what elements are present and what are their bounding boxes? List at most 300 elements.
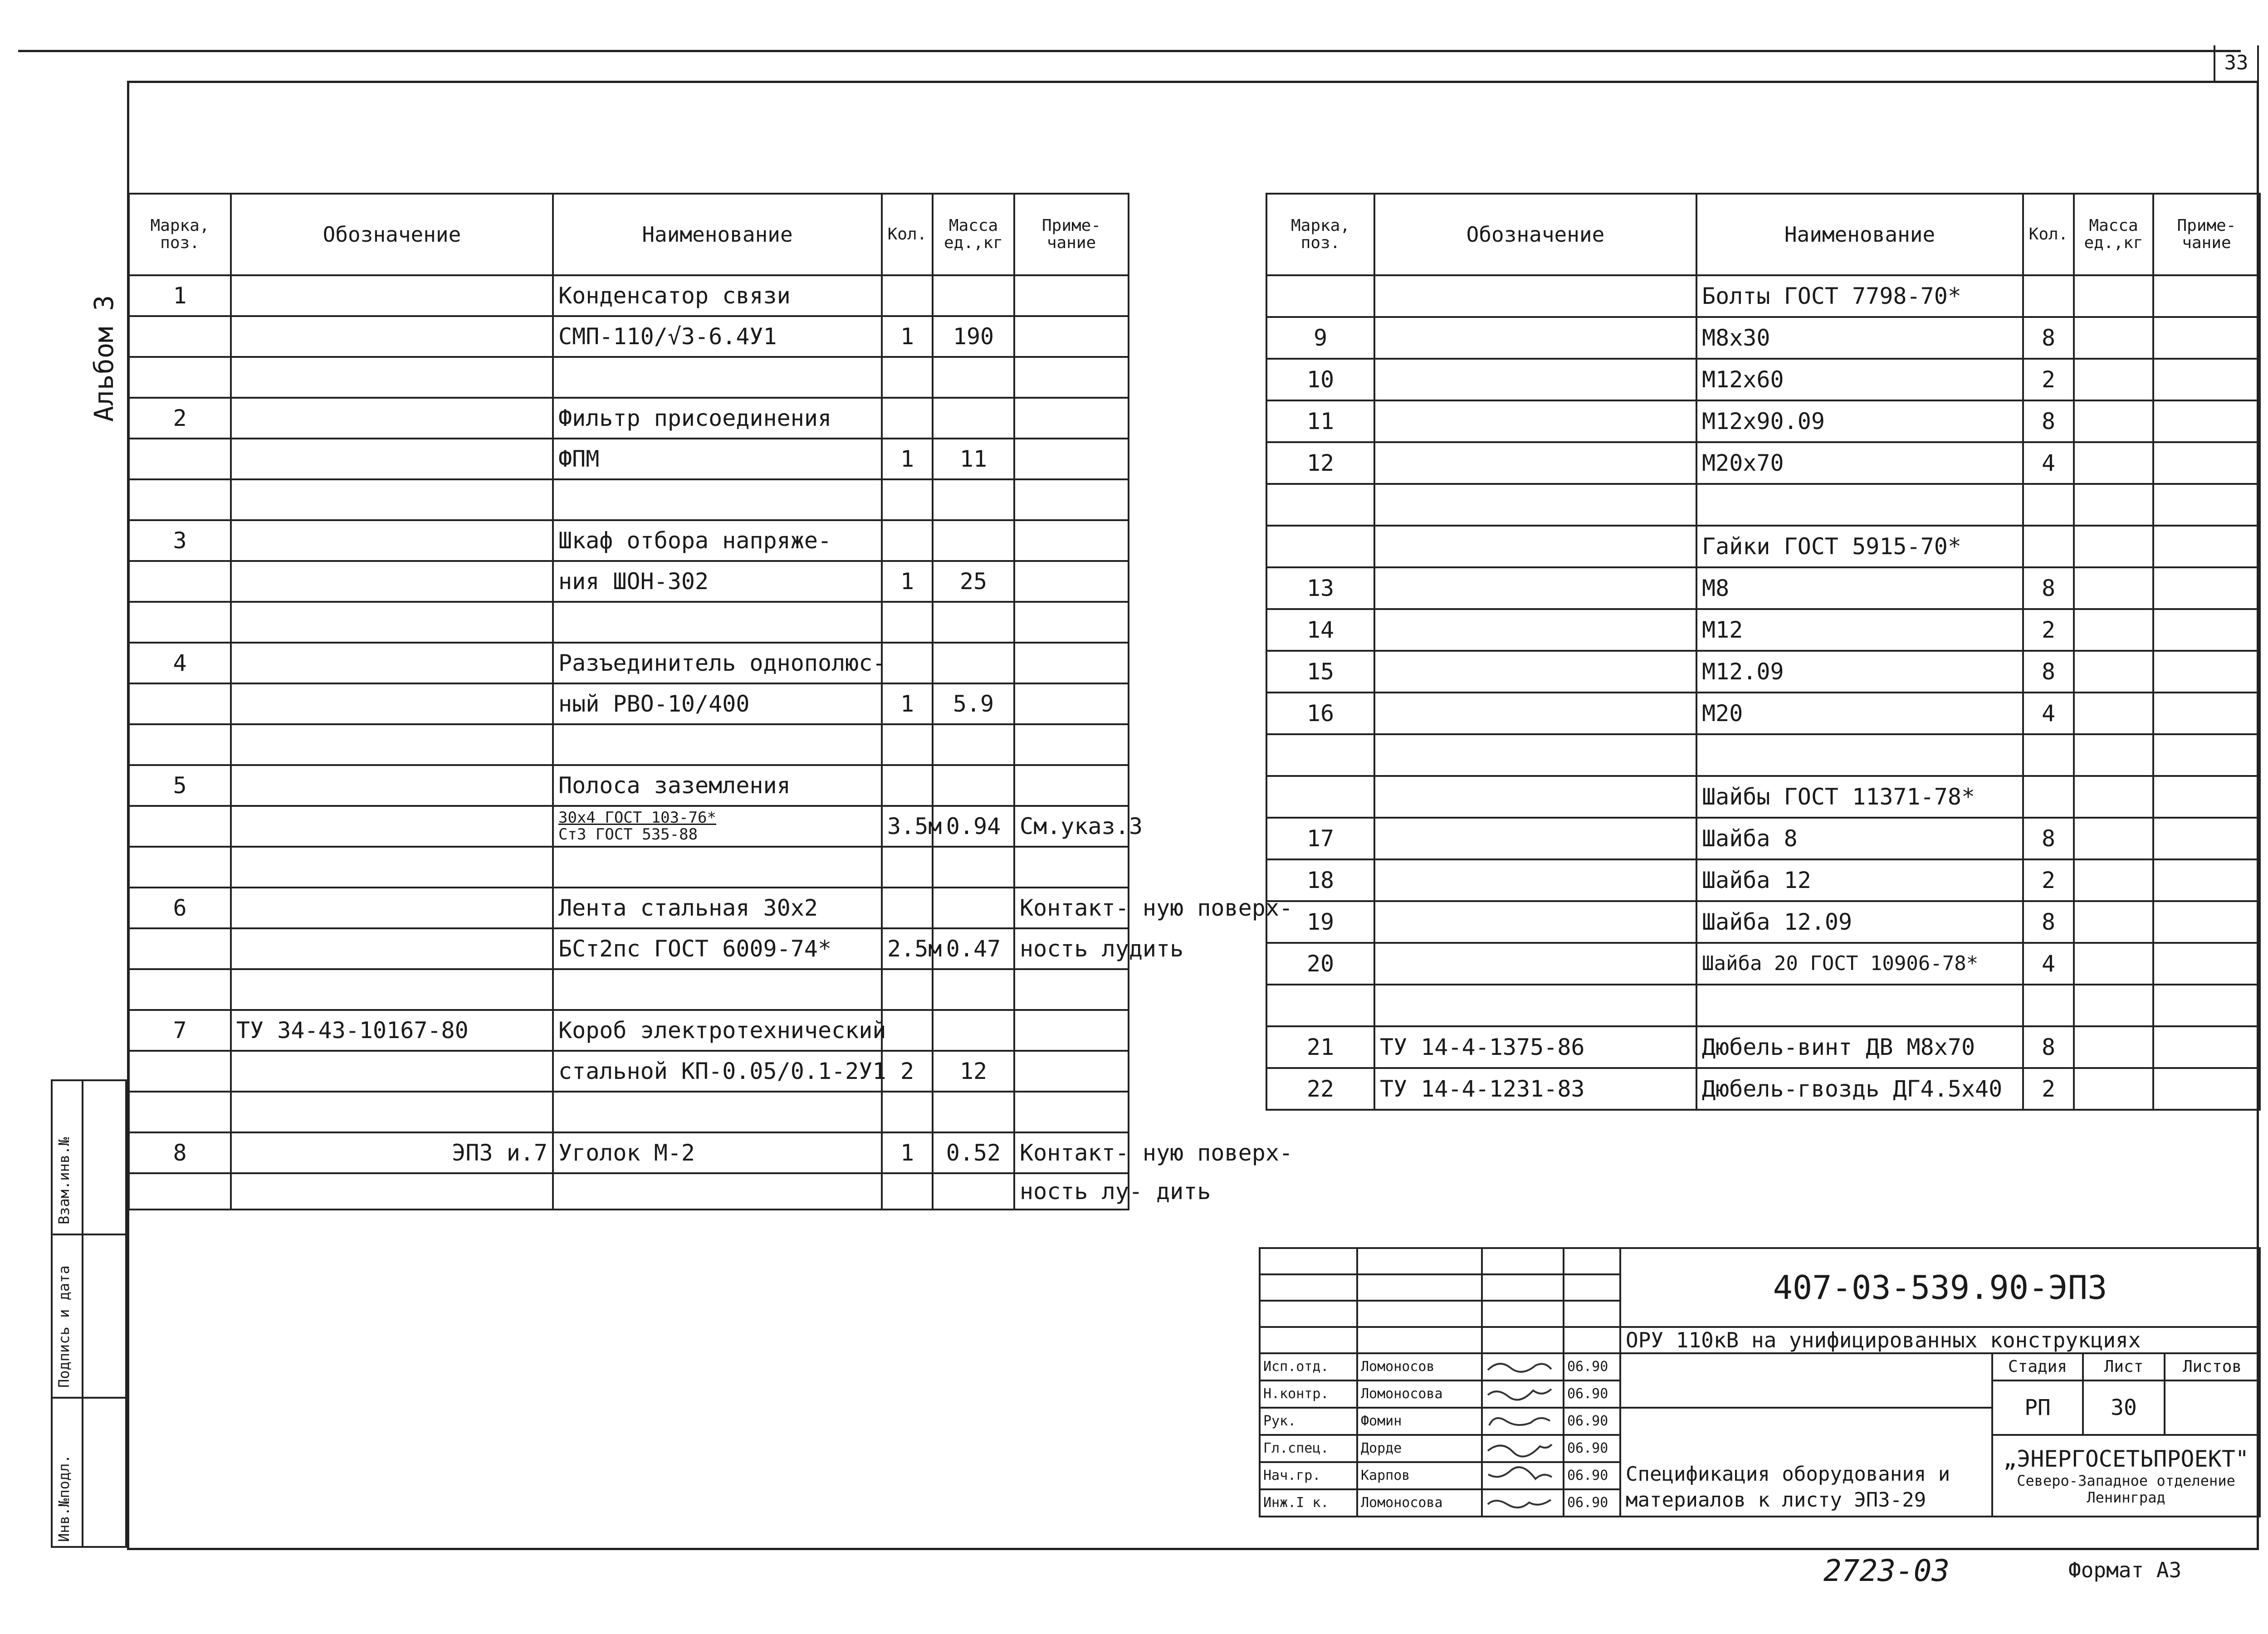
frame-top-line [18, 50, 2241, 52]
signer-name: Ломоносов [1357, 1353, 1482, 1380]
cell-pos [129, 479, 231, 520]
cell-name: М20х70 [1696, 442, 2023, 484]
cell-name: Уголок М-2 [553, 1132, 882, 1173]
signer-signature [1482, 1462, 1564, 1489]
cell-mass [933, 479, 1014, 520]
cell-qty [882, 1092, 933, 1132]
left-table-header-row [129, 194, 1129, 275]
cell-pos [129, 928, 231, 969]
stage-header: Стадия [1992, 1353, 2083, 1380]
cell-designation [231, 1051, 553, 1092]
cell-qty [882, 275, 933, 316]
cell-qty: 8 [2023, 1026, 2074, 1068]
col-header-mass: Масса ед.,кг [2074, 194, 2153, 275]
tb-blank-cell [1564, 1274, 1620, 1301]
cell-designation [1374, 442, 1696, 484]
signer-signature [1482, 1489, 1564, 1517]
table-row [129, 765, 1129, 806]
table-row [129, 1010, 1129, 1051]
cell-qty [2023, 526, 2074, 567]
table-row [129, 1173, 1129, 1210]
signature-mark [1486, 1465, 1554, 1483]
cell-qty [2023, 734, 2074, 776]
cell-qty [2023, 275, 2074, 317]
signer-role: Н.контр. [1260, 1380, 1357, 1408]
cell-qty [882, 520, 933, 561]
cell-name [553, 602, 882, 643]
table-row [1266, 734, 2260, 776]
cell-designation [231, 1173, 553, 1210]
tb-row [1260, 1248, 2260, 1274]
cell-note [2153, 776, 2260, 818]
binding-label-inv-podl: Инв.№подл. [55, 1454, 73, 1542]
table-row [1266, 818, 2260, 859]
cell-name: Фильтр присоединения [553, 398, 882, 439]
signer-row [1260, 1353, 2260, 1380]
stage-value: РП [1992, 1380, 2083, 1435]
table-row [129, 1051, 1129, 1092]
signature-mark [1486, 1438, 1554, 1456]
sheet-header: Лист [2083, 1353, 2165, 1380]
tb-blank-cell [1260, 1248, 1357, 1274]
title-block [1259, 1247, 2261, 1517]
organization [1992, 1435, 2260, 1517]
cell-name [553, 847, 882, 888]
cell-pos [129, 724, 231, 765]
cell-name: М12 [1696, 609, 2023, 651]
cell-qty: 4 [2023, 442, 2074, 484]
table-row [129, 602, 1129, 643]
cell-designation [231, 357, 553, 398]
cell-pos [1266, 275, 1374, 317]
org-branch: Северо-Западное отделение Ленинград [2017, 1472, 2235, 1506]
cell-mass [933, 1010, 1014, 1051]
cell-name [553, 724, 882, 765]
cell-pos: 16 [1266, 693, 1374, 734]
tb-blank-cell [1260, 1274, 1357, 1301]
cell-mass: 5.9 [933, 683, 1014, 724]
cell-name: Дюбель-винт ДВ М8х70 [1696, 1026, 2023, 1068]
page-number-box [2214, 45, 2259, 83]
table-row [1266, 776, 2260, 818]
cell-qty [2023, 484, 2074, 526]
table-row [129, 888, 1129, 928]
cell-qty [882, 847, 933, 888]
tb-blank-cell [1564, 1327, 1620, 1353]
cell-note [2153, 359, 2260, 400]
cell-name: Шайба 20 ГОСТ 10906-78* [1696, 943, 2023, 985]
tb-blank-cell [1564, 1248, 1620, 1274]
cell-note [2153, 442, 2260, 484]
cell-designation [231, 888, 553, 928]
signer-name: Дорде [1357, 1435, 1482, 1462]
cell-pos [129, 969, 231, 1010]
cell-qty: 8 [2023, 651, 2074, 693]
cell-designation [231, 439, 553, 479]
cell-name: Полоса заземления [553, 765, 882, 806]
cell-note [1014, 847, 1129, 888]
cell-designation [1374, 693, 1696, 734]
sheet-title-text: Спецификация оборудования и материалов к листу ЭП3-29 [1626, 1462, 1950, 1512]
table-row [129, 398, 1129, 439]
cell-name: ный РВО-10/400 [553, 683, 882, 724]
cell-name: СМП-110/√3-6.4У1 [553, 316, 882, 357]
col-header-name: Наименование [1696, 194, 2023, 275]
cell-note [2153, 609, 2260, 651]
tb-row [1260, 1327, 2260, 1353]
cell-designation [231, 847, 553, 888]
cell-pos: 20 [1266, 943, 1374, 985]
signer-date: 06.90 [1564, 1380, 1620, 1408]
cell-mass [2074, 985, 2153, 1026]
table-row [129, 847, 1129, 888]
cell-note [1014, 724, 1129, 765]
cell-designation [231, 765, 553, 806]
table-row [129, 316, 1129, 357]
cell-mass [2074, 1026, 2153, 1068]
cell-designation [1374, 776, 1696, 818]
cell-mass [933, 969, 1014, 1010]
cell-qty: 8 [2023, 818, 2074, 859]
cell-designation [1374, 359, 1696, 400]
cell-designation [231, 928, 553, 969]
cell-mass [933, 724, 1014, 765]
cell-mass [933, 888, 1014, 928]
cell-name: М8х30 [1696, 317, 2023, 359]
object-name: ОРУ 110кВ на унифицированных конструкциях [1620, 1327, 2260, 1353]
cell-name: Лента стальная 30х2 [553, 888, 882, 928]
cell-qty: 2 [882, 1051, 933, 1092]
cell-name: Конденсатор связи [553, 275, 882, 316]
cell-designation [1374, 943, 1696, 985]
cell-note: См.указ.3 [1014, 806, 1129, 847]
col-header-pos: Марка, поз. [1266, 194, 1374, 275]
cell-note [2153, 859, 2260, 901]
cell-pos: 21 [1266, 1026, 1374, 1068]
cell-name [553, 1173, 882, 1210]
cell-name: стальной КП-0.05/0.1-2У1 [553, 1051, 882, 1092]
cell-name: М12.09 [1696, 651, 2023, 693]
cell-name-two-line [553, 806, 882, 847]
cell-pos [129, 806, 231, 847]
cell-designation [231, 683, 553, 724]
cell-qty [2023, 985, 2074, 1026]
signer-name: Фомин [1357, 1408, 1482, 1435]
cell-note: ность лу- дить [1014, 1173, 1129, 1210]
signer-name: Карпов [1357, 1462, 1482, 1489]
tb-blank-cell [1260, 1327, 1357, 1353]
cell-designation: ТУ 34-43-10167-80 [231, 1010, 553, 1051]
cell-pos: 1 [129, 275, 231, 316]
cell-note [1014, 357, 1129, 398]
table-row [129, 520, 1129, 561]
binding-label-signature-date: Подпись и дата [55, 1265, 73, 1388]
tb-blank-cell [1260, 1301, 1357, 1327]
cell-name-line-1: 30х4 ГОСТ 103-76* [558, 808, 716, 827]
cell-name: Короб электротехнический [553, 1010, 882, 1051]
cell-note [2153, 317, 2260, 359]
sheet-title [1620, 1408, 1992, 1517]
cell-name: Дюбель-гвоздь ДГ4.5х40 [1696, 1068, 2023, 1110]
cell-note [1014, 683, 1129, 724]
left-spec-table [128, 193, 1293, 1210]
cell-designation [231, 1092, 553, 1132]
cell-name: Гайки ГОСТ 5915-70* [1696, 526, 2023, 567]
cell-pos: 19 [1266, 901, 1374, 943]
cell-pos [129, 357, 231, 398]
table-row [129, 357, 1129, 398]
cell-pos: 4 [129, 643, 231, 683]
cell-qty [882, 724, 933, 765]
table-row [129, 1092, 1129, 1132]
cell-qty: 4 [2023, 693, 2074, 734]
col-header-note: Приме- чание [2153, 194, 2260, 275]
cell-pos [1266, 985, 1374, 1026]
cell-name [1696, 734, 2023, 776]
cell-qty [882, 479, 933, 520]
binding-strip-row-line-2 [51, 1397, 127, 1399]
cell-qty: 2.5м [882, 928, 933, 969]
cell-qty [2023, 776, 2074, 818]
format-label: Формат А3 [2068, 1558, 2182, 1582]
cell-pos: 2 [129, 398, 231, 439]
cell-note [2153, 526, 2260, 567]
table-row [1266, 526, 2260, 567]
cell-name [553, 969, 882, 1010]
cell-designation [1374, 567, 1696, 609]
table-row [1266, 442, 2260, 484]
cell-note [1014, 602, 1129, 643]
cell-name: Шайба 8 [1696, 818, 2023, 859]
cell-pos [1266, 484, 1374, 526]
cell-qty: 2 [2023, 359, 2074, 400]
cell-mass [2074, 1068, 2153, 1110]
cell-mass [2074, 859, 2153, 901]
page-number: 33 [2224, 51, 2248, 74]
cell-name [553, 479, 882, 520]
cell-qty: 1 [882, 561, 933, 602]
cell-designation [1374, 985, 1696, 1026]
cell-note [1014, 969, 1129, 1010]
cell-note [2153, 901, 2260, 943]
signer-date: 06.90 [1564, 1435, 1620, 1462]
sheet-value: 30 [2083, 1380, 2165, 1435]
cell-note [1014, 765, 1129, 806]
cell-designation [1374, 734, 1696, 776]
cell-mass [933, 275, 1014, 316]
cell-mass: 190 [933, 316, 1014, 357]
tb-blank-cell [1620, 1353, 1992, 1408]
table-row [129, 561, 1129, 602]
table-row [129, 928, 1129, 969]
table-row [1266, 901, 2260, 943]
cell-note [2153, 943, 2260, 985]
binding-strip-divider [82, 1079, 83, 1548]
cell-mass: 0.94 [933, 806, 1014, 847]
table-row [1266, 943, 2260, 985]
cell-qty [882, 1010, 933, 1051]
cell-pos: 3 [129, 520, 231, 561]
cell-mass: 12 [933, 1051, 1014, 1092]
col-header-qty: Кол. [2023, 194, 2074, 275]
cell-pos: 11 [1266, 400, 1374, 442]
cell-pos [129, 1092, 231, 1132]
cell-pos: 6 [129, 888, 231, 928]
cell-qty [882, 888, 933, 928]
doc-code: 407-03-539.90-ЭП3 [1620, 1248, 2260, 1327]
binding-label-replace-inv: Взам.инв.№ [55, 1137, 73, 1224]
signer-role: Нач.гр. [1260, 1462, 1357, 1489]
signer-role: Исп.отд. [1260, 1353, 1357, 1380]
cell-qty [882, 602, 933, 643]
table-row [129, 643, 1129, 683]
cell-mass [2074, 317, 2153, 359]
cell-mass [933, 357, 1014, 398]
table-row [129, 969, 1129, 1010]
signer-name: Ломоносова [1357, 1380, 1482, 1408]
cell-name: М12х60 [1696, 359, 2023, 400]
sheets-value [2165, 1380, 2260, 1435]
signer-role: Гл.спец. [1260, 1435, 1357, 1462]
cell-pos: 12 [1266, 442, 1374, 484]
cell-qty: 1 [882, 439, 933, 479]
tb-blank-cell [1482, 1301, 1564, 1327]
cell-designation [1374, 317, 1696, 359]
cell-mass [933, 602, 1014, 643]
signature-mark [1486, 1356, 1554, 1375]
cell-note [1014, 1010, 1129, 1051]
cell-note [2153, 567, 2260, 609]
table-row [1266, 567, 2260, 609]
cell-mass [2074, 943, 2153, 985]
signature-mark [1486, 1384, 1554, 1402]
frame-inner-top-line [127, 81, 2259, 83]
cell-pos [129, 847, 231, 888]
signer-date: 06.90 [1564, 1489, 1620, 1517]
col-header-name: Наименование [553, 194, 882, 275]
cell-designation: ТУ 14-4-1375-86 [1374, 1026, 1696, 1068]
cell-pos [129, 439, 231, 479]
cell-designation [231, 643, 553, 683]
signer-date: 06.90 [1564, 1408, 1620, 1435]
cell-note [1014, 316, 1129, 357]
cell-note [1014, 520, 1129, 561]
cell-name: М8 [1696, 567, 2023, 609]
cell-name: Шайба 12 [1696, 859, 2023, 901]
cell-pos: 5 [129, 765, 231, 806]
binding-strip-row-line-1 [51, 1234, 127, 1235]
signer-role: Инж.I к. [1260, 1489, 1357, 1517]
cell-designation [231, 316, 553, 357]
signature-mark [1486, 1411, 1554, 1429]
table-row [1266, 275, 2260, 317]
col-header-designation: Обозначение [1374, 194, 1696, 275]
cell-note [1014, 561, 1129, 602]
album-label: Альбом 3 [88, 295, 119, 422]
signer-role: Рук. [1260, 1408, 1357, 1435]
table-row [1266, 484, 2260, 526]
tb-blank-cell [1357, 1301, 1482, 1327]
cell-name: М12х90.09 [1696, 400, 2023, 442]
cell-qty: 1 [882, 1132, 933, 1173]
cell-note [2153, 400, 2260, 442]
tb-blank-cell [1357, 1327, 1482, 1353]
cell-mass [933, 1173, 1014, 1210]
cell-qty [882, 765, 933, 806]
cell-qty [882, 643, 933, 683]
col-header-qty: Кол. [882, 194, 933, 275]
cell-qty: 1 [882, 316, 933, 357]
col-header-mass: Масса ед.,кг [933, 194, 1014, 275]
cell-mass [2074, 400, 2153, 442]
cell-designation [231, 969, 553, 1010]
cell-name [553, 357, 882, 398]
cell-name: БСт2пс ГОСТ 6009-74* [553, 928, 882, 969]
table-row [129, 1132, 1129, 1173]
cell-mass [2074, 693, 2153, 734]
cell-designation [231, 724, 553, 765]
cell-pos [129, 316, 231, 357]
cell-note: Контакт- ную поверх- [1014, 1132, 1129, 1173]
signer-date: 06.90 [1564, 1462, 1620, 1489]
cell-note: Контакт- ную поверх- [1014, 888, 1129, 928]
signature-mark [1486, 1493, 1554, 1511]
tb-blank-cell [1482, 1274, 1564, 1301]
cell-mass [2074, 609, 2153, 651]
cell-pos: 13 [1266, 567, 1374, 609]
cell-designation [231, 398, 553, 439]
tb-blank-cell [1482, 1327, 1564, 1353]
right-spec-table [1266, 193, 2261, 1111]
cell-name-line-2: Ст3 ГОСТ 535-88 [558, 825, 698, 844]
cell-name: ФПМ [553, 439, 882, 479]
cell-designation [1374, 859, 1696, 901]
cell-name: Болты ГОСТ 7798-70* [1696, 275, 2023, 317]
cell-mass [2074, 275, 2153, 317]
cell-pos: 17 [1266, 818, 1374, 859]
cell-note [1014, 398, 1129, 439]
cell-mass [933, 765, 1014, 806]
cell-designation: ЭП3 и.7 [231, 1132, 553, 1173]
cell-note [1014, 275, 1129, 316]
table-row [1266, 1026, 2260, 1068]
cell-designation [231, 561, 553, 602]
signer-signature [1482, 1435, 1564, 1462]
cell-note [1014, 643, 1129, 683]
cell-mass [933, 520, 1014, 561]
cell-mass [2074, 734, 2153, 776]
cell-designation [1374, 484, 1696, 526]
cell-mass [2074, 651, 2153, 693]
table-row [1266, 400, 2260, 442]
cell-note [2153, 734, 2260, 776]
table-row [129, 479, 1129, 520]
table-row [1266, 651, 2260, 693]
archive-code: 2723-03 [1823, 1553, 1950, 1588]
cell-mass [2074, 567, 2153, 609]
cell-designation [231, 602, 553, 643]
tb-blank-cell [1357, 1248, 1482, 1274]
signer-signature [1482, 1408, 1564, 1435]
cell-designation [231, 520, 553, 561]
cell-designation [1374, 901, 1696, 943]
col-header-pos: Марка, поз. [129, 194, 231, 275]
cell-mass [2074, 359, 2153, 400]
cell-pos [129, 683, 231, 724]
cell-mass [2074, 776, 2153, 818]
cell-mass: 11 [933, 439, 1014, 479]
right-table-header-row [1266, 194, 2260, 275]
